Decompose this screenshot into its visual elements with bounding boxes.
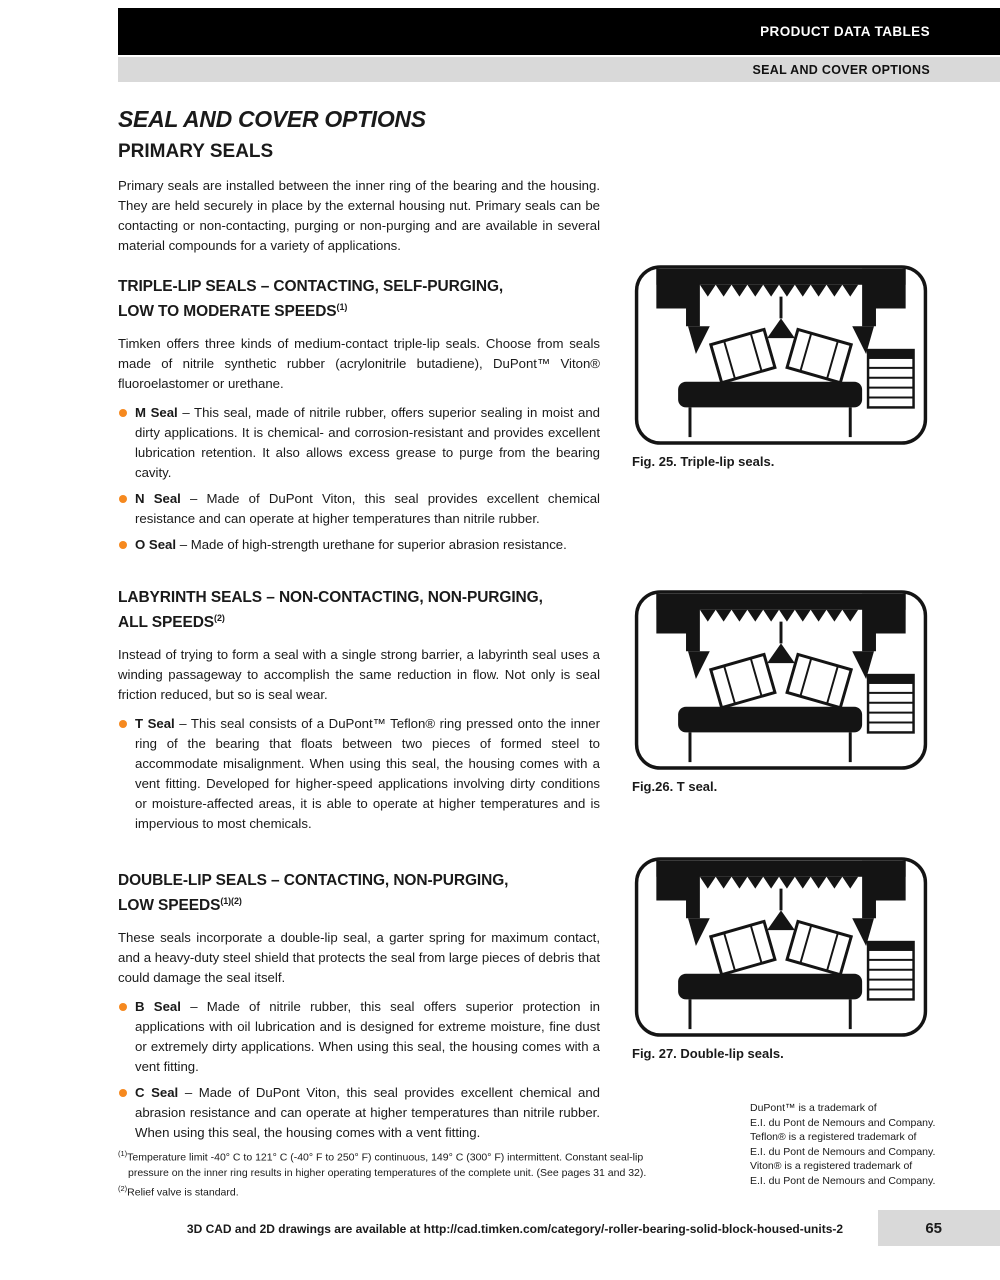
bullet-text bbox=[135, 535, 600, 555]
bullet-text bbox=[135, 997, 600, 1077]
bullet-text bbox=[135, 1083, 600, 1143]
seal-description: – This seal consists of a DuPont™ Teflon® ring pressed onto the inner ring of the bearing that floats between two pieces of formed steel to accommodate misalignment. When using this seal, the housing comes with a vent fitting. Developed for higher-speed applications involving dirty conditions or moisture-affected areas, it is able to operate at higher temperatures and is impervious to most chemicals. bbox=[135, 716, 600, 832]
seal-name: C Seal bbox=[135, 1085, 179, 1101]
bullet-n-seal bbox=[118, 489, 600, 529]
bearing-cross-section-illustration bbox=[632, 263, 930, 447]
heading-footnote-ref: (2) bbox=[214, 613, 225, 624]
seal-name: M Seal bbox=[135, 405, 178, 421]
section-heading bbox=[118, 587, 600, 633]
footnote-text: Temperature limit -40° C to 121° C (-40° F to 250° F) continuous, 149° C (300° F) intermittent. Constant seal-lip pressure on the inner ring results in higher operating temperatures of the complete unit. (See pages 31 and 32). bbox=[127, 1151, 647, 1179]
page-title: SEAL AND COVER OPTIONS bbox=[118, 106, 426, 132]
bullet-text bbox=[135, 714, 600, 834]
section-body: Timken offers three kinds of medium-contact triple-lip seals. Choose from seals made of nitrile synthetic rubber (acrylonitrile butadiene), DuPont™ Viton® fluoroelastomer or urethane. bbox=[118, 336, 600, 392]
bearing-cross-section-illustration bbox=[632, 855, 930, 1039]
trademark-notes bbox=[750, 1101, 945, 1189]
bullet-dot-icon bbox=[119, 495, 127, 503]
trademark-line: E.I. du Pont de Nemours and Company. bbox=[750, 1116, 936, 1129]
bullet-c-seal bbox=[118, 1083, 600, 1143]
heading-footnote-ref: (1) bbox=[336, 302, 348, 312]
seal-bullet-list bbox=[118, 714, 600, 834]
footnote-ref: (2) bbox=[118, 1183, 128, 1193]
bullet-text bbox=[135, 489, 600, 529]
bullet-m-seal bbox=[118, 403, 600, 483]
page-number: 65 bbox=[925, 1219, 942, 1237]
section-heading bbox=[118, 276, 600, 322]
heading-line-1: DOUBLE-LIP SEALS – CONTACTING, NON-PURGING, bbox=[118, 872, 509, 890]
section-body: These seals incorporate a double-lip seal, a garter spring for maximum contact, and a heavy-duty steel shield that protects the seal from large pieces of debris that could damage the seal itself. bbox=[118, 930, 600, 986]
figure-caption: Fig. 27. Double-lip seals. bbox=[632, 1046, 784, 1061]
figure-caption: Fig.26. T seal. bbox=[632, 779, 718, 794]
seal-description: – Made of high-strength urethane for superior abrasion resistance. bbox=[179, 537, 567, 553]
heading-line-1: TRIPLE-LIP SEALS – CONTACTING, SELF-PURGING, bbox=[118, 278, 504, 295]
trademark-line: E.I. du Pont de Nemours and Company. bbox=[750, 1174, 936, 1187]
trademark-line: DuPont™ is a trademark of bbox=[750, 1102, 877, 1114]
figure-triple-lip-seals bbox=[632, 263, 930, 469]
section-double-lip-seals bbox=[118, 870, 600, 1143]
figure-t-seal bbox=[632, 588, 930, 794]
bullet-dot-icon bbox=[119, 1003, 127, 1011]
footnotes bbox=[118, 1146, 678, 1200]
bullet-o-seal bbox=[118, 535, 600, 555]
seal-description: – This seal, made of nitrile rubber, offers superior sealing in moist and dirty applications. It is chemical- and corrosion-resistant and provides excellent lubrication retention. It also allows excess grease to purge from the bearing cavity. bbox=[135, 405, 600, 481]
cad-url-link[interactable]: http://cad.timken.com/category/-roller-bearing-solid-block-housed-units-2 bbox=[423, 1222, 844, 1236]
header-bar bbox=[118, 8, 1000, 55]
heading-line-2: LOW SPEEDS bbox=[118, 897, 221, 915]
bullet-dot-icon bbox=[119, 409, 127, 417]
section-triple-lip-seals bbox=[118, 276, 600, 555]
heading-line-2: LOW TO MODERATE SPEEDS bbox=[118, 303, 337, 321]
heading-line-2: ALL SPEEDS bbox=[118, 614, 215, 632]
seal-name: N Seal bbox=[135, 491, 181, 507]
header-bar-label: PRODUCT DATA TABLES bbox=[760, 24, 930, 39]
trademark-line: E.I. du Pont de Nemours and Company. bbox=[750, 1145, 936, 1158]
intro-paragraph: Primary seals are installed between the inner ring of the bearing and the housing. They are held securely in place by the external housing nut. Primary seals can be contacting or non-contacting, purging or non-purging and are available in several material compounds for a variety of applications. bbox=[118, 178, 600, 253]
bullet-t-seal bbox=[118, 714, 600, 834]
footnote-1 bbox=[118, 1146, 678, 1181]
seal-name: B Seal bbox=[135, 999, 181, 1015]
seal-bullet-list bbox=[118, 997, 600, 1143]
heading-footnote-ref: (1)(2) bbox=[220, 896, 242, 907]
footer-text-prefix: 3D CAD and 2D drawings are available at bbox=[186, 1222, 424, 1236]
footnote-ref: (1) bbox=[118, 1149, 128, 1158]
trademark-line: Viton® is a registered trademark of bbox=[750, 1160, 913, 1173]
section-labyrinth-seals bbox=[118, 587, 600, 834]
footnote-2 bbox=[118, 1181, 678, 1201]
bullet-b-seal bbox=[118, 997, 600, 1077]
seal-bullet-list bbox=[118, 403, 600, 555]
trademark-line: Teflon® is a registered trademark of bbox=[750, 1131, 917, 1144]
seal-description: – Made of DuPont Viton, this seal provides excellent chemical and abrasion resistance and can operate at higher temperatures than nitrile rubber. When using this seal, the housing comes with a vent fitting. bbox=[135, 1085, 600, 1141]
seal-name: T Seal bbox=[135, 716, 175, 732]
footer-text bbox=[130, 1222, 900, 1236]
bullet-dot-icon bbox=[119, 720, 127, 728]
heading-line-1: LABYRINTH SEALS – NON-CONTACTING, NON-PURGING, bbox=[118, 589, 543, 607]
bearing-cross-section-illustration bbox=[632, 588, 930, 772]
footnote-text: Relief valve is standard. bbox=[127, 1186, 239, 1198]
bullet-dot-icon bbox=[119, 541, 127, 549]
bullet-text bbox=[135, 403, 600, 483]
text-column bbox=[118, 106, 600, 1149]
section-body: Instead of trying to form a seal with a single strong barrier, a labyrinth seal uses a winding passageway to accomplish the same reduction in flow. Not only is seal friction reduced, but so is seal wear. bbox=[118, 647, 600, 703]
seal-description: – Made of DuPont Viton, this seal provides excellent chemical resistance and can operate at higher temperatures than nitrile rubber. bbox=[135, 491, 600, 527]
section-bar bbox=[118, 57, 1000, 82]
figure-double-lip-seals bbox=[632, 855, 930, 1061]
page-subtitle: PRIMARY SEALS bbox=[118, 141, 274, 162]
bullet-dot-icon bbox=[119, 1089, 127, 1097]
figure-caption: Fig. 25. Triple-lip seals. bbox=[632, 454, 775, 469]
section-heading bbox=[118, 870, 600, 916]
seal-description: – Made of nitrile rubber, this seal offers superior protection in applications with oil lubrication and is designed for extreme moisture, fine dust or extremely dirty applications. When using this seal, the housing comes with a vent fitting. bbox=[135, 999, 600, 1075]
section-bar-label: SEAL AND COVER OPTIONS bbox=[752, 62, 930, 77]
seal-name: O Seal bbox=[135, 537, 177, 553]
